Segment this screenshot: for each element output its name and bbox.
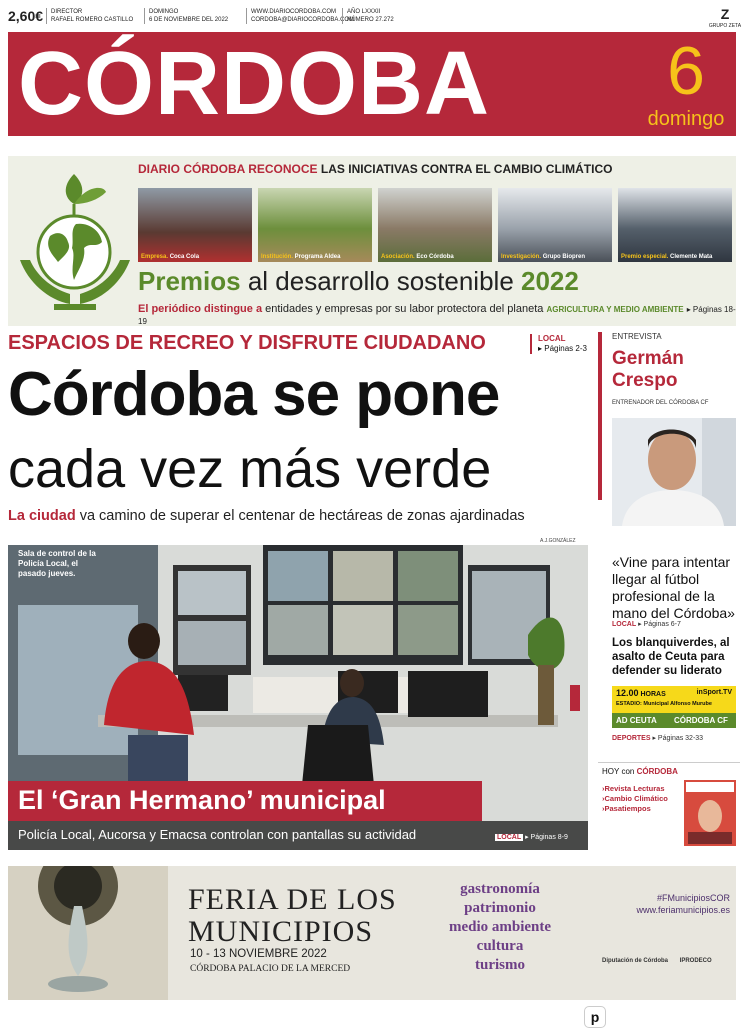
award-caption-5: Premio especial. Clemente Mata [621,254,713,260]
ad-title [188,884,397,948]
director-label: DIRECTOR [51,9,83,15]
zeta-icon: Z [720,6,730,22]
masthead [8,32,736,136]
photo-title[interactable]: El ‘Gran Hermano’ municipal [18,785,386,815]
today-con: con [621,767,635,776]
ad-web-block [590,892,730,916]
price: 2,60€ [8,8,44,24]
interview-name[interactable] [612,348,684,392]
interview-name-first: Germán [612,348,684,369]
award-caption-2: Institución. Programa Aldea [261,254,341,260]
awards-box[interactable] [8,156,736,326]
match-stadium: ESTADIO: Municipal Alfonso Murube [616,701,712,707]
photo-credit: A.J.GONZÁLEZ [540,538,576,544]
issue-number: NÚMERO 27.272 [347,17,394,23]
award-photo-4[interactable] [498,188,612,262]
main-headline-1[interactable]: Córdoba se pone [8,360,500,429]
interview-photo[interactable] [612,418,736,526]
ad-theme: turismo [475,957,525,973]
ad-title-2: MUNICIPIOS [188,915,374,948]
award-photo-1[interactable] [138,188,252,262]
director-block [46,8,133,24]
main-deck-rest: va camino de superar el centenar de hectáreas de zonas ajardinadas [79,508,525,524]
awards-headline-red: DIARIO CÓRDOBA RECONOCE [138,162,318,176]
ad-theme: medio ambiente [448,919,552,935]
year-label: AÑO LXXXII [347,9,381,15]
awards-sub-pages[interactable]: ▸ Páginas 18-19 [138,305,736,326]
main-kicker: ESPACIOS DE RECREO Y DISFRUTE CIUDADANO [8,332,486,354]
sport-ref[interactable] [612,734,703,742]
award-photo-3[interactable] [378,188,492,262]
sport-headline[interactable]: Los blanquiverdes, al asalto de Ceuta para defender su liderato [612,637,730,677]
ad-hashtag[interactable]: #FMunicipiosCOR [656,893,730,903]
award-photo-5[interactable] [618,188,732,262]
main-deck-red: La ciudad [8,508,76,524]
list-item[interactable]: ›Revista Lecturas [602,784,665,793]
main-local-label: LOCAL [538,334,566,343]
photo-local-pages: ▸ Páginas 8-9 [525,834,568,841]
press-reader-icon[interactable]: p [584,1006,606,1028]
ad-theme: gastronomía [460,881,540,897]
match-teams [612,713,736,728]
awards-headline [138,162,612,176]
award-photo-2[interactable] [258,188,372,262]
team-away: CÓRDOBA CF [674,716,728,725]
date-text: 6 DE NOVIEMBRE DEL 2022 [149,17,229,23]
today-list [602,784,668,814]
diputacion-logo: Diputación de Córdoba [602,958,668,964]
group-name: GRUPO ZETA [708,23,742,29]
awards-sub-rest: entidades y empresas por su labor protectora del planeta [265,303,544,315]
newspaper-logo: CÓRDOBA [18,34,490,134]
interview-quote[interactable]: «Vine para intentar llegar al fútbol profesional de la mano del Córdoba» [612,554,735,621]
photo-local-ref[interactable] [495,833,568,841]
main-local-ref[interactable] [530,334,587,354]
iprodeco-logo: IPRODECO [679,958,712,964]
ad-theme: patrimonio [464,900,536,916]
awards-subtitle [138,303,736,327]
email[interactable]: CORDOBA@DIARIOCORDOBA.COM [251,17,355,23]
grupo-zeta-logo [708,6,742,30]
photo-local-label: LOCAL [497,834,522,841]
sport-label: DEPORTES [612,735,651,742]
match-tv: inSport.TV [696,689,732,696]
awards-title-mid: al desarrollo sostenible [247,266,514,296]
awards-sub-red: El periódico distingue a [138,303,263,315]
date-block [144,8,228,24]
list-item[interactable]: ›Pasatiempos [602,804,651,813]
website[interactable]: WWW.DIARIOCORDOBA.COM [251,9,336,15]
magazine-cover-illustration [684,780,736,846]
awards-title-year: 2022 [521,266,579,296]
match-time: 12.00 HORAS [616,688,666,698]
ad-title-1: FERIA DE LOS [188,883,397,916]
ad-themes [438,880,562,975]
today-with-box [598,762,740,776]
day-name: domingo [647,108,725,130]
issue-block [342,8,394,24]
sport-pages: ▸ Páginas 32-33 [652,735,704,742]
director-name: RAFAEL ROMERO CASTILLO [51,17,134,23]
interview-local-ref[interactable] [612,620,681,628]
interview-local-pages: ▸ Páginas 6-7 [638,621,681,628]
today-brand: CÓRDOBA [636,767,678,776]
list-item[interactable]: ›Cambio Climático [602,794,668,803]
day-number: 6 [667,33,705,109]
photo-caption: Sala de control de la Policía Local, el pasado jueves. [18,549,96,578]
awards-headline-rest: LAS INICIATIVAS CONTRA EL CAMBIO CLIMÁTICO [320,162,613,176]
awards-title-green: Premios [138,266,241,296]
awards-sub-section: AGRICULTURA Y MEDIO AMBIENTE [546,305,684,314]
feria-ad[interactable] [8,866,736,1000]
main-local-pages: ▸ Páginas 2-3 [538,344,587,353]
today-label: HOY [602,767,620,776]
ad-website[interactable]: www.feriamunicipios.es [636,905,730,915]
award-caption-1: Empresa. Coca Cola [141,254,200,260]
magazine-covers[interactable] [684,780,736,846]
interview-local-label: LOCAL [612,621,637,628]
interview-accent-bar [598,332,602,500]
ad-logos [602,958,722,964]
award-caption-3: Asociación. Eco Córdoba [381,254,454,260]
ad-place: CÓRDOBA PALACIO DE LA MERCED [190,964,351,974]
top-info-strip [8,6,742,32]
awards-photo-strip [138,188,732,262]
coach-portrait [612,418,736,526]
contact-block [246,8,354,24]
interview-name-last: Crespo [612,370,678,391]
main-headline-2[interactable]: cada vez más verde [8,439,492,499]
match-box [612,686,736,728]
team-home: AD CEUTA [616,716,657,725]
water-drop-icon [8,866,168,1000]
interview-label: ENTREVISTA [612,332,662,341]
award-caption-4: Investigación. Grupo Biopren [501,254,586,260]
main-deck [8,508,525,524]
main-photo[interactable] [8,545,588,850]
photo-subtitle: Policía Local, Aucorsa y Emacsa controlan con pantallas su actividad [18,827,417,842]
awards-title [138,266,579,297]
ad-dates: 10 - 13 NOVIEMBRE 2022 [190,948,327,960]
interview-role: ENTRENADOR DEL CÓRDOBA CF [612,400,709,406]
earth-hands-icon [14,164,136,314]
ad-theme: cultura [476,938,524,954]
day-label: DOMINGO [149,9,179,15]
